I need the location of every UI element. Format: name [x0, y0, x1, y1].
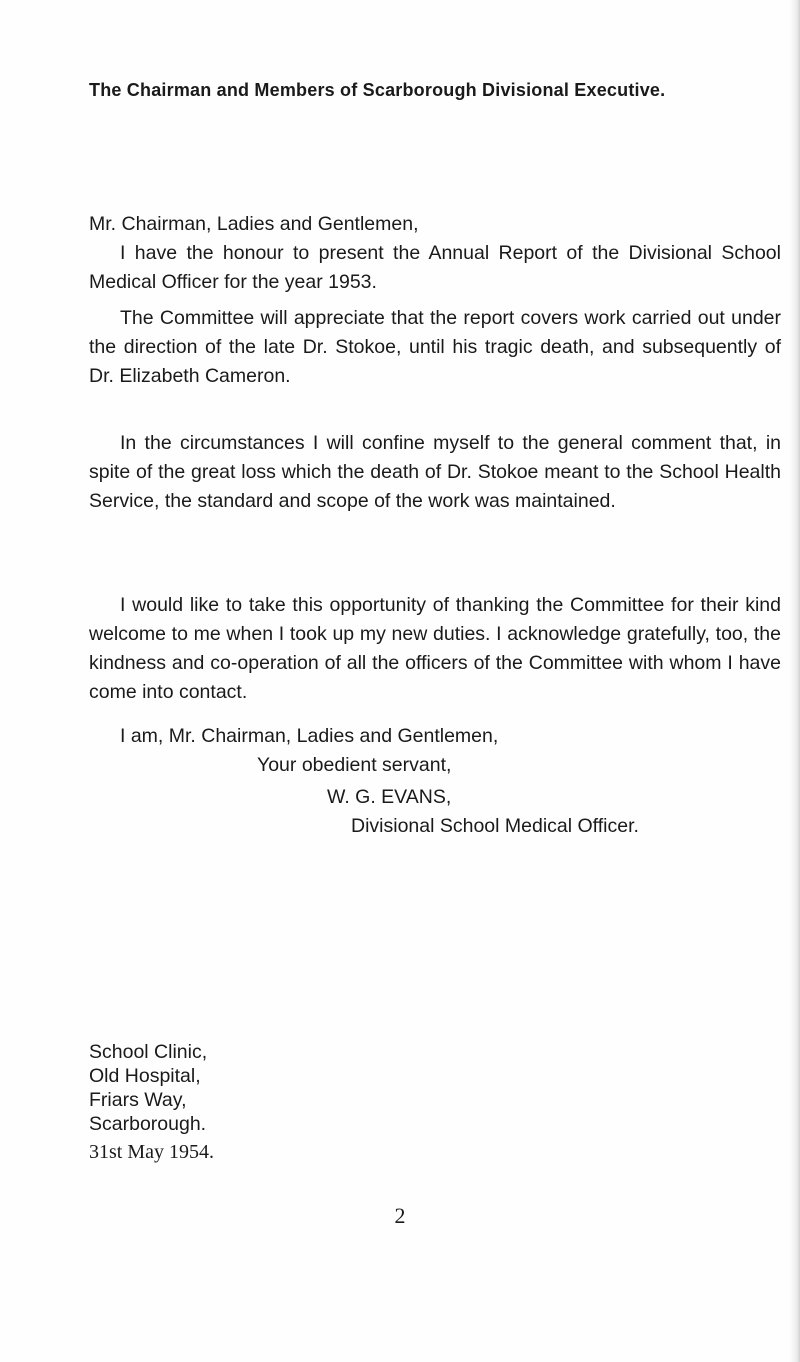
address-line-1: School Clinic,	[89, 1041, 208, 1063]
paragraph-4: I would like to take this opportunity of thanking the Committee for their kind welcome to me when I took up my new duties. I acknowledge gratefully, too, the kindness and co-operation of all the officers of the Committee with whom I have come into contact.	[89, 594, 781, 703]
closing-servant: Your obedient servant,	[257, 754, 452, 776]
letter-date: 31st May 1954.	[89, 1141, 214, 1163]
paragraph-2: The Committee will appreciate that the report covers work carried out under the direction of the late Dr. Stokoe, until his tragic death, and subsequently of Dr. Elizabeth Cameron.	[89, 307, 781, 387]
document-heading: The Chairman and Members of Scarborough Divisional Executive.	[89, 80, 666, 100]
salutation: Mr. Chairman, Ladies and Gentlemen,	[89, 213, 419, 235]
address-line-2: Old Hospital,	[89, 1065, 201, 1087]
paragraph-3: In the circumstances I will confine myself to the general comment that, in spite of the great loss which the death of Dr. Stokoe meant to the School Health Service, the standard and scope of the work was maintained.	[89, 432, 781, 512]
page-edge-shadow	[790, 0, 800, 1362]
paragraph-1: I have the honour to present the Annual Report of the Divisional School Medical Officer for the year 1953.	[89, 242, 781, 293]
page-number: 2	[394, 1203, 406, 1228]
sender-address	[89, 1040, 214, 1164]
signatory-title: Divisional School Medical Officer.	[351, 815, 639, 837]
signatory-name: W. G. EVANS,	[327, 786, 452, 808]
address-line-4: Scarborough.	[89, 1113, 207, 1135]
address-line-3: Friars Way,	[89, 1089, 187, 1111]
closing-line: I am, Mr. Chairman, Ladies and Gentlemen,	[120, 725, 499, 747]
